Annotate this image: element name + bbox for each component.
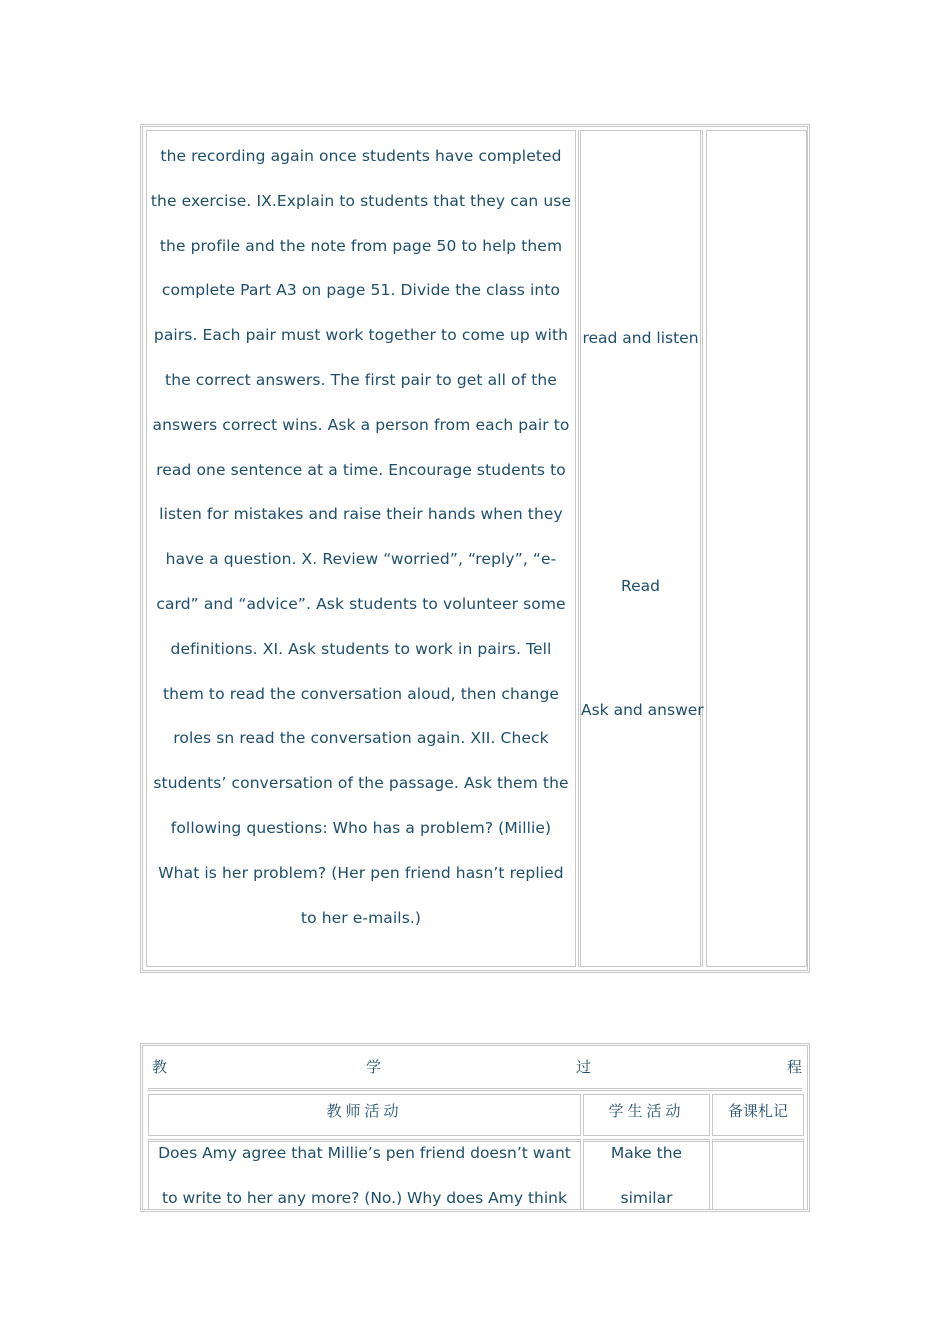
student-activity-read-and-listen: read and listen bbox=[582, 329, 699, 347]
student-activity-row-line2: similar bbox=[620, 1188, 673, 1207]
teaching-process-title bbox=[148, 1049, 802, 1091]
title-char-3: 过 bbox=[576, 1058, 592, 1076]
student-activity-header bbox=[583, 1094, 710, 1136]
student-activity-header-label: 学生活动 bbox=[608, 1102, 685, 1120]
student-activity-ask-and-answer: Ask and answer bbox=[581, 701, 704, 719]
teacher-activity-cell bbox=[146, 130, 576, 967]
title-char-1: 教 bbox=[152, 1058, 168, 1076]
student-activity-cell bbox=[578, 130, 703, 967]
lesson-table-continued bbox=[140, 124, 810, 973]
title-char-2: 学 bbox=[366, 1058, 382, 1076]
teacher-activity-header-label: 教师活动 bbox=[326, 1102, 403, 1120]
notes-row-cell bbox=[712, 1139, 804, 1212]
student-activity-row-cell bbox=[583, 1139, 710, 1212]
teacher-activity-header bbox=[148, 1094, 581, 1136]
notes-cell bbox=[706, 130, 807, 967]
student-activity-row-line1: Make the bbox=[610, 1144, 683, 1162]
teacher-activity-text: the recording again once students have completed the exercise. IX.Explain to students that they can use the profile and the note from page 50 to help them complete Part A3 on page 51. Divide the class into pairs. Each pair must work together to come up with the correct answers. The first pair to get all of the answers correct wins. Ask a person from each pair to read one sentence at a time. Encourage students to listen for mistakes and raise their hands when they have a question. X. Review “worried”, “reply”, “e-card” and “advice”. Ask students to volunteer some definitions. XI. Ask students to work in pairs. Tell them to read the conversation aloud, then change roles sn read the conversation again. XII. Check students’ conversation of the passage. Ask them the following questions: Who has a problem? (Millie) What is her problem? (Her pen friend hasn’t replied to her e-mails.) bbox=[150, 147, 572, 927]
notes-header-label: 备课札记 bbox=[727, 1102, 788, 1120]
title-char-4: 程 bbox=[786, 1058, 802, 1076]
teaching-process-table bbox=[140, 1043, 810, 1212]
teacher-activity-row-text: Does Amy agree that Millie’s pen friend doesn’t want to write to her any more? (No.) Why does Amy think bbox=[158, 1144, 571, 1207]
teacher-activity-row-cell bbox=[148, 1139, 581, 1212]
student-activity-read: Read bbox=[621, 577, 660, 595]
notes-header bbox=[712, 1094, 804, 1136]
